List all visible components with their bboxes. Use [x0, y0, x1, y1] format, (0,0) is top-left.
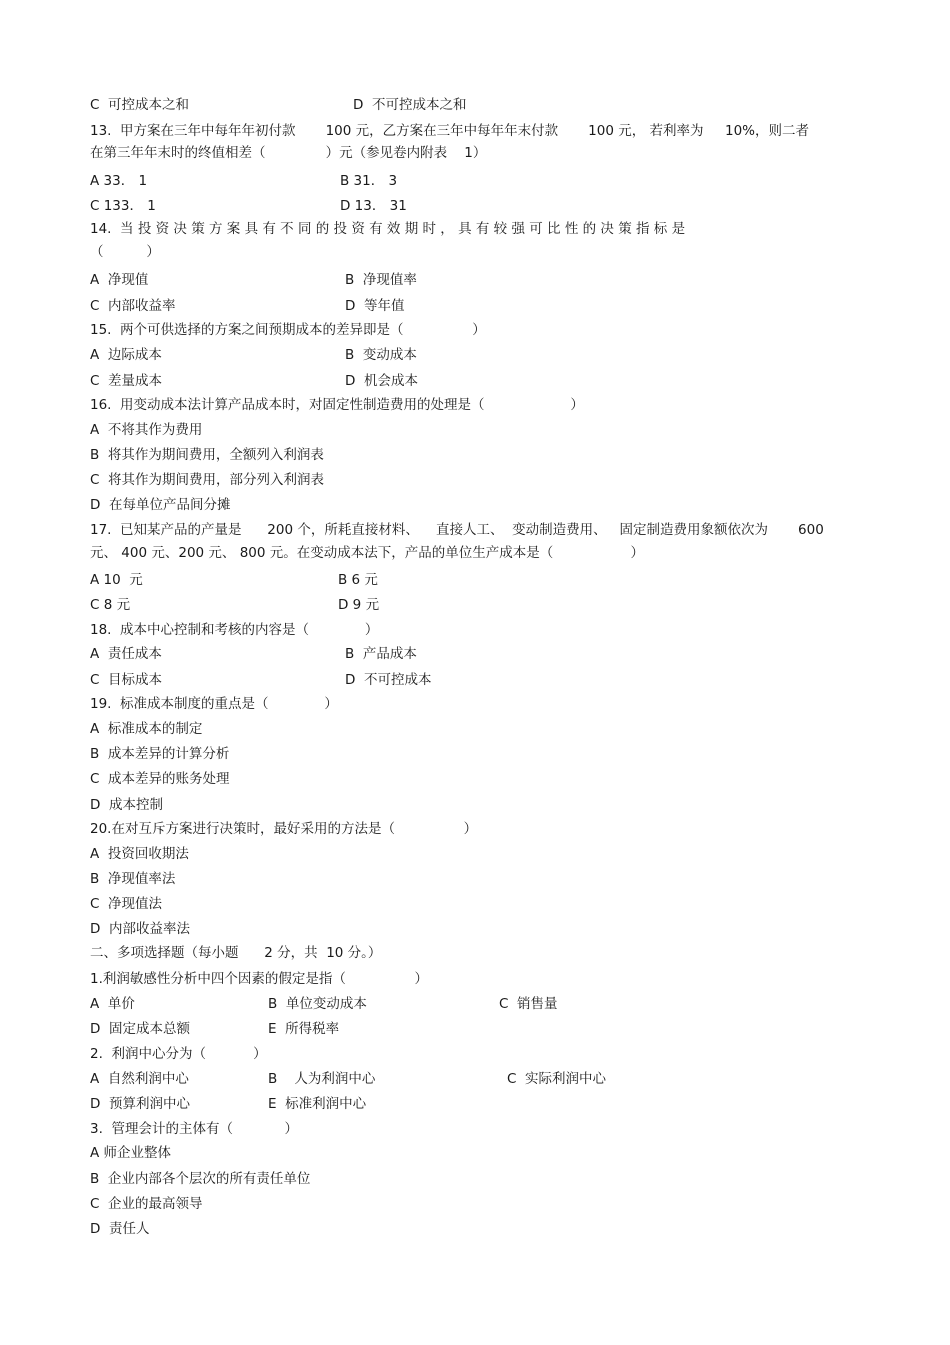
- question-20: 20.在对互斥方案进行决策时，最好采用的方法是（ ）: [90, 821, 478, 837]
- option-a: A 净现值: [90, 272, 149, 288]
- option-a: A 单价: [90, 996, 135, 1012]
- multi-question-1: 1.利润敏感性分析中四个因素的假定是指（ ）: [90, 971, 429, 987]
- option-c: C 销售量: [499, 996, 558, 1012]
- option-c: C 企业的最高领导: [90, 1196, 203, 1212]
- option-d: D 责任人: [90, 1221, 150, 1237]
- option-e: E 标准利润中心: [268, 1096, 367, 1112]
- option-a: A 33． 1: [90, 173, 148, 189]
- option-c: C 差量成本: [90, 373, 163, 389]
- option-b: B 净现值率: [345, 272, 417, 288]
- option-b: B 将其作为期间费用，全额列入利润表: [90, 447, 324, 463]
- question-13-cont: 在第三年年末时的终值相差（ ）元（参见卷内附表 1）: [90, 145, 487, 161]
- multi-question-2: 2. 利润中心分为（ ）: [90, 1046, 267, 1062]
- question-18: 18. 成本中心控制和考核的内容是（ ）: [90, 622, 379, 638]
- option-b: B 人为利润中心: [268, 1071, 376, 1087]
- option-d: D 在每单位产品间分摊: [90, 497, 231, 513]
- option-b: B 单位变动成本: [268, 996, 367, 1012]
- option-c: C 可控成本之和: [90, 97, 190, 113]
- option-c: C 净现值法: [90, 896, 163, 912]
- question-17-cont: 元、 400 元、200 元、 800 元。在变动成本法下，产品的单位生产成本是（ ）: [90, 545, 645, 561]
- option-b: B 成本差异的计算分析: [90, 746, 230, 762]
- option-d: D 内部收益率法: [90, 921, 190, 937]
- option-c: C 成本差异的账务处理: [90, 771, 230, 787]
- option-d: D 9 元: [338, 597, 380, 613]
- option-c: C 实际利润中心: [507, 1071, 607, 1087]
- option-c: C 133． 1: [90, 198, 156, 214]
- question-13: 13. 甲方案在三年中每年年初付款 100 元，乙方案在三年中每年年末付款 100 元， 若利率为 10%，则二者: [90, 123, 809, 139]
- option-a: A 10 元: [90, 572, 143, 588]
- option-e: E 所得税率: [268, 1021, 340, 1037]
- question-15: 15. 两个可供选择的方案之间预期成本的差异即是（ ）: [90, 322, 486, 338]
- question-16: 16. 用变动成本法计算产品成本时，对固定性制造费用的处理是（ ）: [90, 397, 584, 413]
- option-d: D 成本控制: [90, 797, 163, 813]
- question-19: 19. 标准成本制度的重点是（ ）: [90, 696, 338, 712]
- option-c: C 8 元: [90, 597, 131, 613]
- option-b: B 企业内部各个层次的所有责任单位: [90, 1171, 311, 1187]
- option-a: A 责任成本: [90, 646, 162, 662]
- option-a: A 自然利润中心: [90, 1071, 189, 1087]
- option-c: C 内部收益率: [90, 298, 176, 314]
- option-d: D 13． 31: [340, 198, 407, 214]
- option-a: A 标准成本的制定: [90, 721, 203, 737]
- option-c: C 目标成本: [90, 672, 163, 688]
- option-b: B 净现值率法: [90, 871, 176, 887]
- question-17: 17. 已知某产品的产量是 200 个，所耗直接材料、 直接人工、 变动制造费用、 固定制造费用象额依次为 600: [90, 522, 824, 538]
- option-a: A 投资回收期法: [90, 846, 189, 862]
- option-b: B 变动成本: [345, 347, 417, 363]
- option-d: D 机会成本: [345, 373, 418, 389]
- option-b: B 31． 3: [340, 173, 398, 189]
- question-14: 14. 当 投 资 决 策 方 案 具 有 不 同 的 投 资 有 效 期 时 ， 具 有 较 强 可 比 性 的 决 策 指 标 是: [90, 221, 686, 237]
- question-14-cont: （ ）: [90, 244, 160, 260]
- section-heading: 二、多项选择题（每小题 2 分，共 10 分。）: [90, 945, 382, 961]
- option-b: B 产品成本: [345, 646, 417, 662]
- multi-question-3: 3. 管理会计的主体有（ ）: [90, 1121, 298, 1137]
- option-a: A 师企业整体: [90, 1145, 172, 1161]
- option-a: A 边际成本: [90, 347, 162, 363]
- option-b: B 6 元: [338, 572, 378, 588]
- option-d: D 不可控成本: [345, 672, 432, 688]
- option-a: A 不将其作为费用: [90, 422, 203, 438]
- option-d: D 不可控成本之和: [353, 97, 467, 113]
- option-d: D 固定成本总额: [90, 1021, 190, 1037]
- option-c: C 将其作为期间费用，部分列入利润表: [90, 472, 325, 488]
- option-d: D 等年值: [345, 298, 405, 314]
- option-d: D 预算利润中心: [90, 1096, 190, 1112]
